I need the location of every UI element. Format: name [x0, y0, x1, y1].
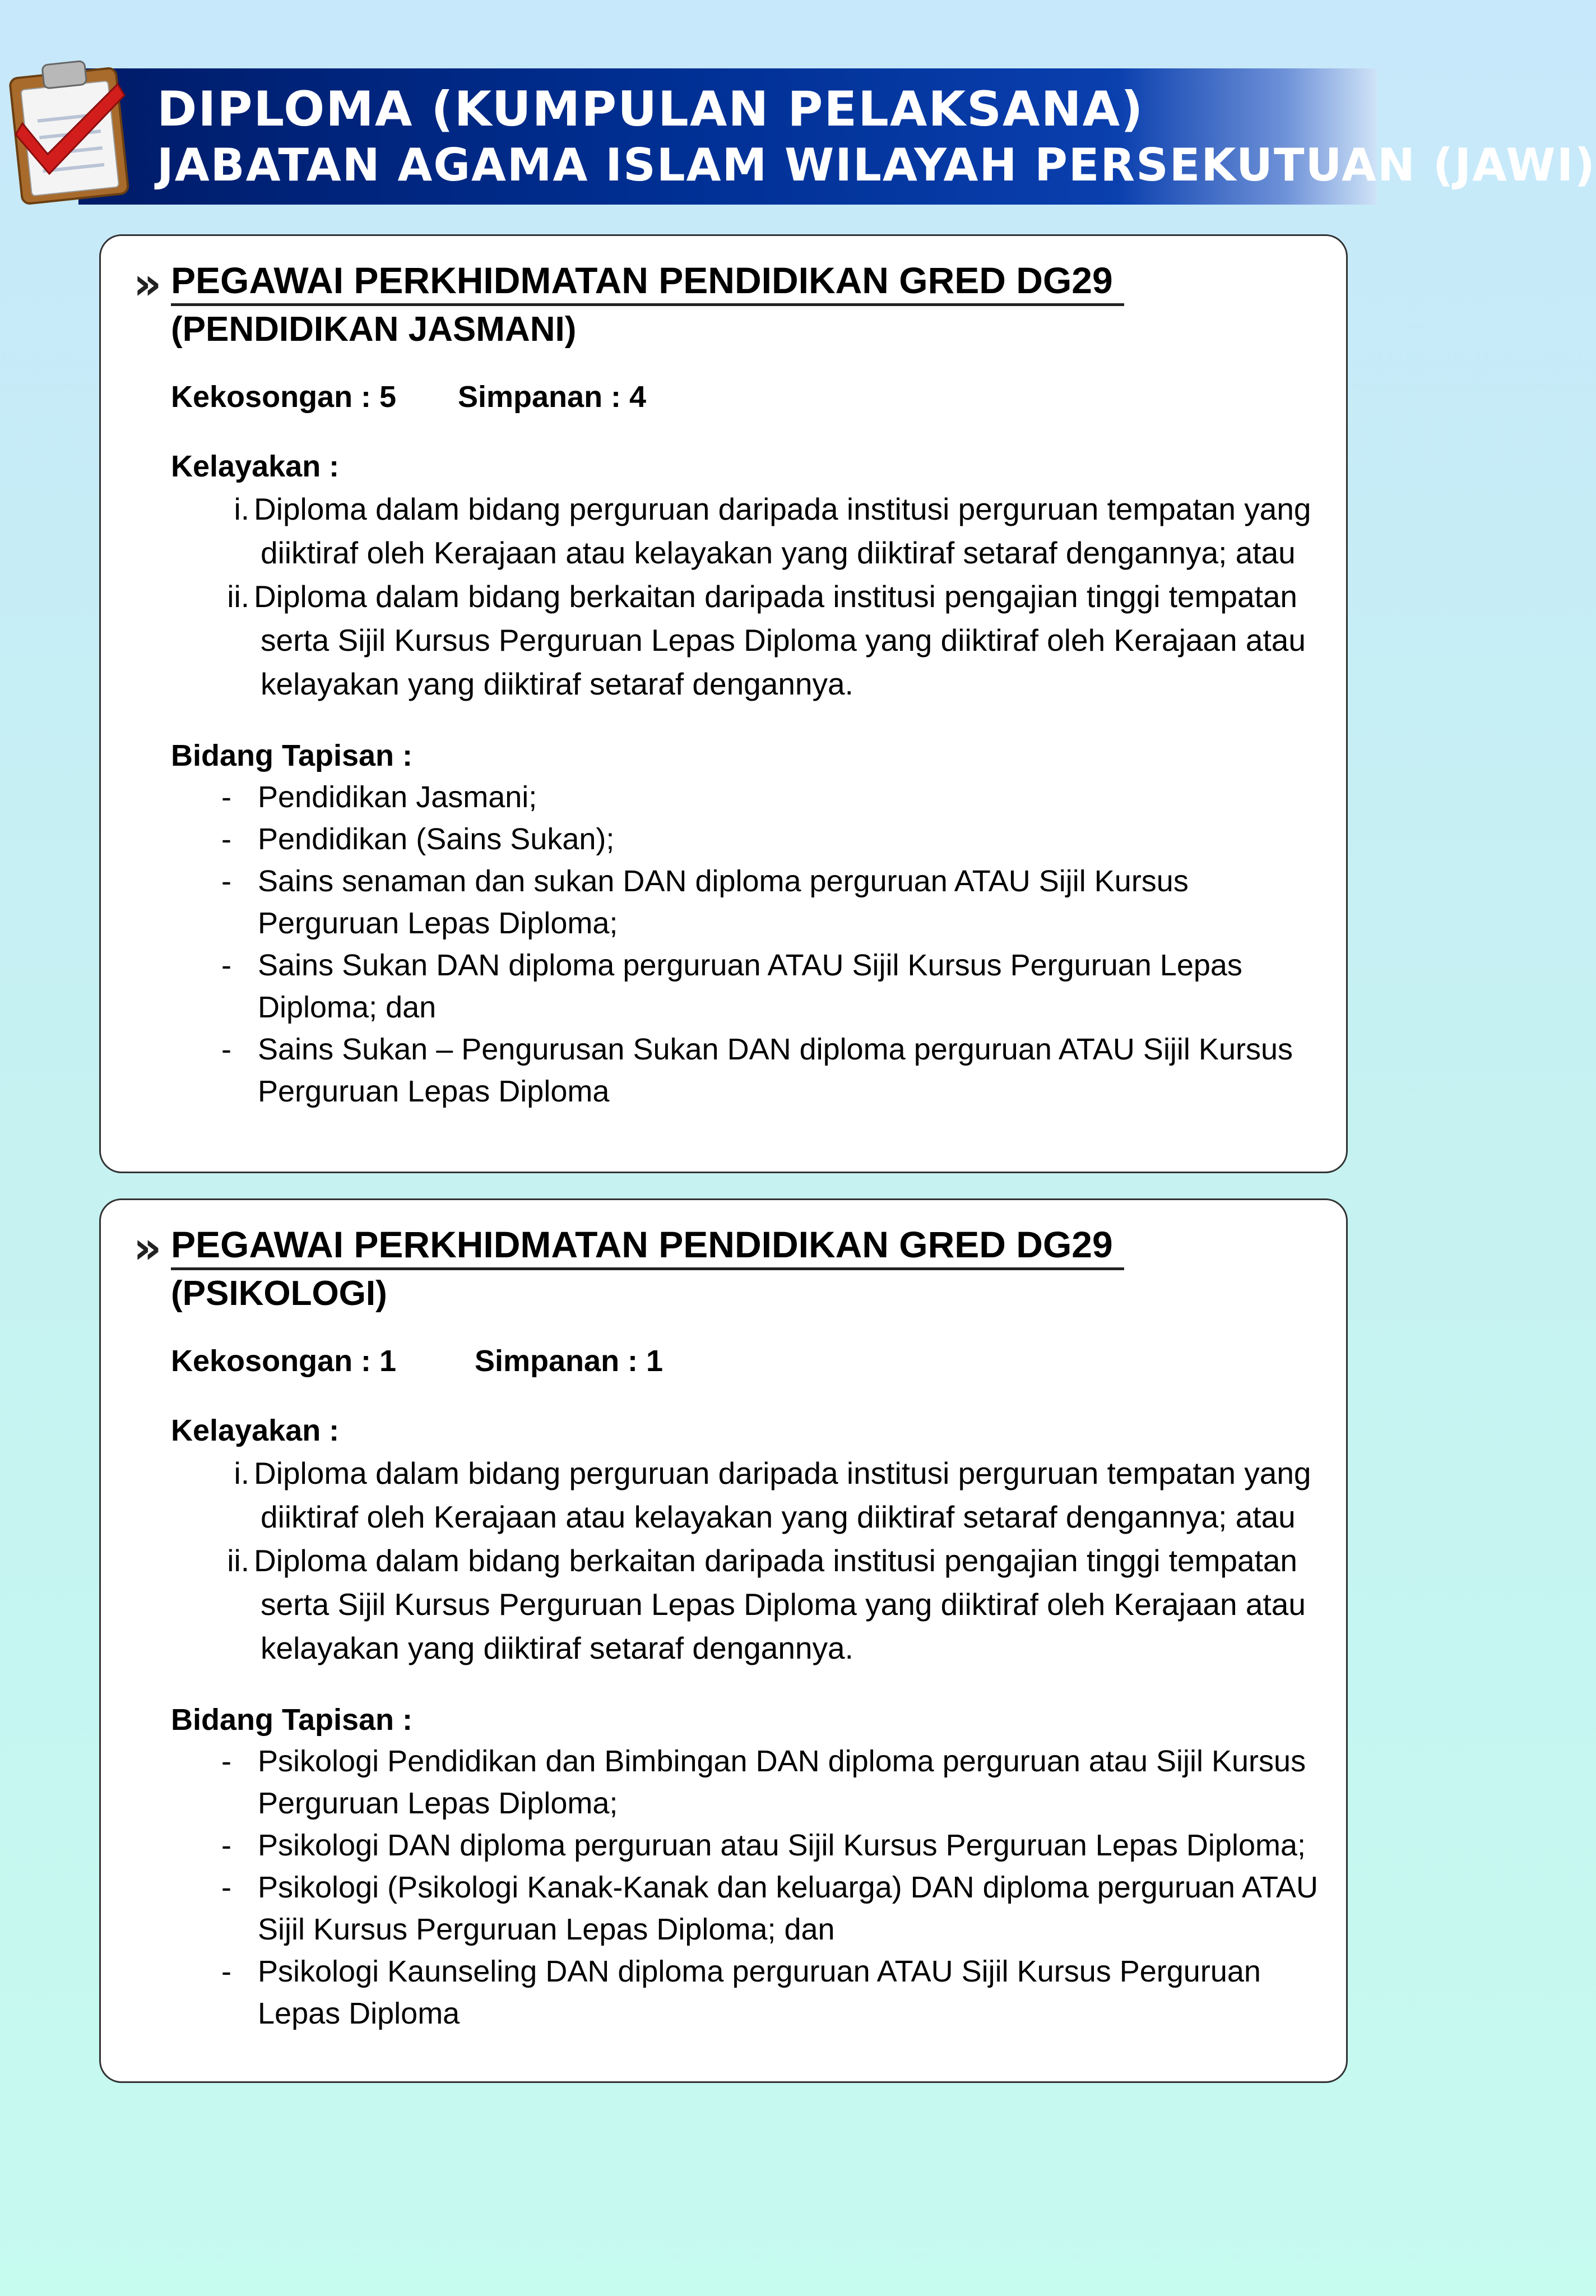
clipboard-check-icon [6, 50, 134, 205]
fields-label: Bidang Tapisan : [171, 1703, 413, 1737]
list-item: - Psikologi Kaunseling DAN diploma perguruan ATAU Sijil Kursus Perguruan Lepas Diploma [221, 1955, 1261, 2030]
qualifications-label: Kelayakan : [171, 450, 340, 483]
position-title: PEGAWAI PERKHIDMATAN PENDIDIKAN GRED DG29 [171, 257, 1124, 306]
position-title: PEGAWAI PERKHIDMATAN PENDIDIKAN GRED DG29 [171, 1221, 1124, 1270]
position-card [99, 234, 1348, 1173]
fields-label: Bidang Tapisan : [171, 739, 413, 772]
position-subtitle: (PSIKOLOGI) [171, 1274, 387, 1313]
counts-row [171, 377, 1335, 416]
list-item: - Psikologi DAN diploma perguruan atau Sijil Kursus Perguruan Lepas Diploma; [221, 1829, 1306, 1862]
list-item: - Sains Sukan – Pengurusan Sukan DAN diploma perguruan ATAU Sijil Kursus Perguruan Lepas Diploma [221, 1033, 1293, 1108]
list-item: ii. Diploma dalam bidang berkaitan daripada institusi pengajian tinggi tempatan serta Sijil Kursus Perguruan Lepas Diploma yang diiktiraf oleh Kerajaan atau kelayakan yang diiktiraf setaraf dengannya. [227, 1543, 1306, 1665]
vacancy-count: Kekosongan : 1 [171, 1344, 397, 1378]
vacancy-count: Kekosongan : 5 [171, 380, 397, 414]
position-subtitle: (PENDIDIKAN JASMANI) [171, 310, 577, 349]
list-item: i. Diploma dalam bidang perguruan daripada institusi perguruan tempatan yang diiktiraf oleh Kerajaan atau kelayakan yang diiktiraf setaraf dengannya; atau [234, 1456, 1311, 1534]
qualifications-list [171, 487, 1335, 706]
list-item: - Pendidikan Jasmani; [221, 780, 537, 814]
reserve-count: Simpanan : 1 [475, 1344, 664, 1378]
list-item: - Pendidikan (Sains Sukan); [221, 822, 615, 856]
qualifications-label: Kelayakan : [171, 1414, 340, 1447]
qualifications-list [171, 1451, 1335, 1670]
list-item: ii. Diploma dalam bidang berkaitan daripada institusi pengajian tinggi tempatan serta Sijil Kursus Perguruan Lepas Diploma yang diiktiraf oleh Kerajaan atau kelayakan yang diiktiraf setaraf dengannya. [227, 579, 1306, 701]
list-item: - Sains Sukan DAN diploma perguruan ATAU Sijil Kursus Perguruan Lepas Diploma; dan [221, 948, 1242, 1024]
chevron-right-icon: » [133, 1223, 162, 1274]
list-item: i. Diploma dalam bidang perguruan daripada institusi perguruan tempatan yang diiktiraf oleh Kerajaan atau kelayakan yang diiktiraf setaraf dengannya; atau [234, 492, 1311, 570]
list-item: - Sains senaman dan sukan DAN diploma perguruan ATAU Sijil Kursus Perguruan Lepas Diploma; [221, 864, 1189, 940]
page-subtitle: JABATAN AGAMA ISLAM WILAYAH PERSEKUTUAN (JAWI) [157, 139, 1596, 191]
reserve-count: Simpanan : 4 [458, 380, 647, 414]
fields-list [171, 1740, 1335, 2035]
list-item: - Psikologi (Psikologi Kanak-Kanak dan keluarga) DAN diploma perguruan ATAU Sijil Kursus Perguruan Lepas Diploma; dan [221, 1871, 1318, 1946]
counts-row [171, 1341, 1335, 1381]
page-title: DIPLOMA (KUMPULAN PELAKSANA) [157, 81, 1144, 137]
list-item: - Psikologi Pendidikan dan Bimbingan DAN diploma perguruan atau Sijil Kursus Perguruan Lepas Diploma; [221, 1744, 1306, 1820]
position-card [99, 1198, 1348, 2083]
chevron-right-icon: » [133, 259, 162, 309]
fields-list [171, 776, 1335, 1113]
